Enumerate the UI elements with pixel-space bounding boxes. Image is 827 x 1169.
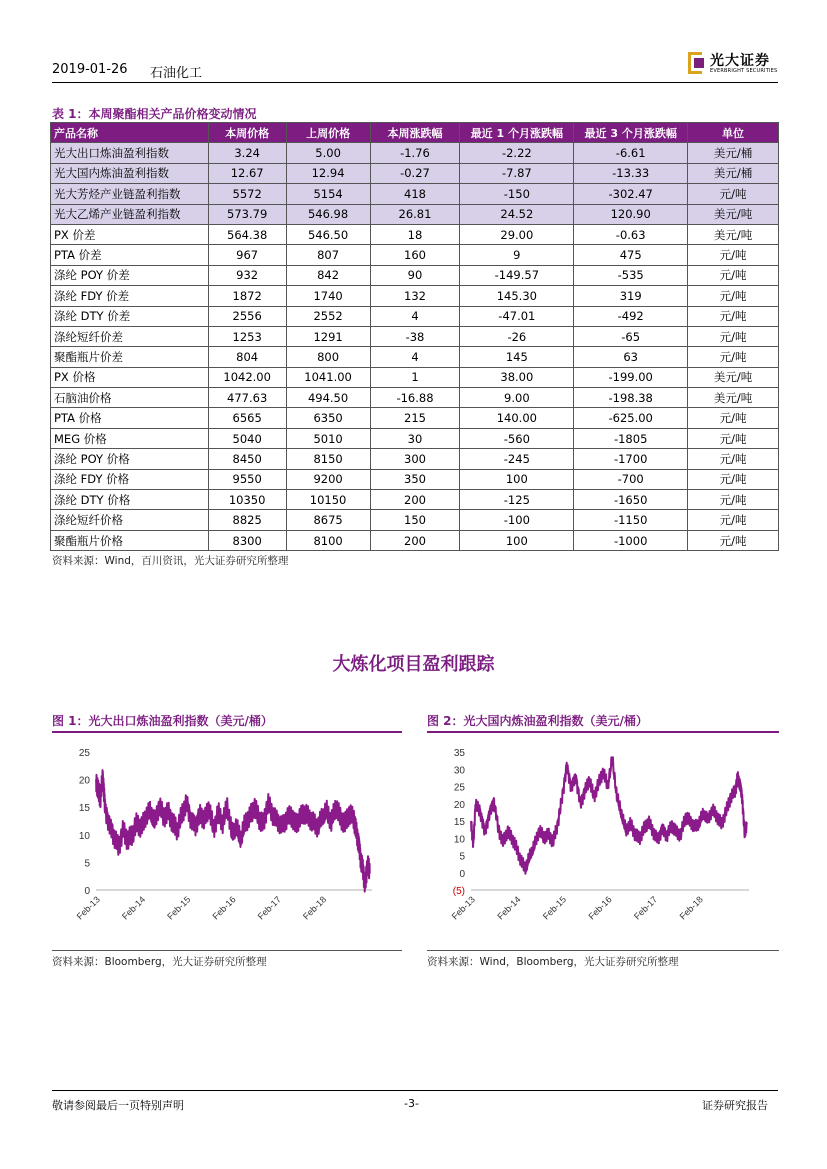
table-row (51, 286, 779, 306)
product-name-cell: 涤纶 DTY 价差 (51, 306, 209, 326)
table-row (51, 184, 779, 204)
table-cell: 967 (208, 245, 286, 265)
table-cell: -1700 (574, 449, 688, 469)
table-cell: 8675 (286, 510, 370, 530)
table-cell: -700 (574, 469, 688, 489)
x-tick-label: Feb-15 (165, 894, 193, 922)
y-tick-label: 15 (78, 803, 90, 815)
table-cell: 1253 (208, 326, 286, 346)
table-cell: 8300 (208, 530, 286, 550)
table-cell: -535 (574, 265, 688, 285)
table-cell: -100 (460, 510, 574, 530)
table-cell: 元/吨 (688, 245, 779, 265)
table-cell: 63 (574, 347, 688, 367)
table-cell: 元/吨 (688, 428, 779, 448)
table-cell: 美元/吨 (688, 367, 779, 387)
y-tick-label: 0 (459, 868, 465, 880)
table-cell: 140.00 (460, 408, 574, 428)
x-tick-label: Feb-17 (255, 894, 283, 922)
product-name-cell: PX 价格 (51, 367, 209, 387)
table-cell: 1042.00 (208, 367, 286, 387)
table-cell: 319 (574, 286, 688, 306)
table-row (51, 204, 779, 224)
table-cell: 100 (460, 469, 574, 489)
footer-divider (52, 1090, 778, 1091)
table-cell: 38.00 (460, 367, 574, 387)
table-cell: 9 (460, 245, 574, 265)
table-cell: -13.33 (574, 163, 688, 183)
y-tick-label: 20 (453, 799, 465, 811)
x-tick-label: Feb-16 (210, 894, 238, 922)
table-cell: 元/吨 (688, 286, 779, 306)
product-name-cell: 涤纶 POY 价格 (51, 449, 209, 469)
table-cell: 5572 (208, 184, 286, 204)
figure-2-bottom-rule (427, 950, 779, 951)
x-tick-label: Feb-18 (300, 894, 329, 922)
product-name-cell: 涤纶短纤价格 (51, 510, 209, 530)
table-cell: 9.00 (460, 388, 574, 408)
table-cell: 12.67 (208, 163, 286, 183)
table-cell: 5.00 (286, 143, 370, 163)
table-cell: 6350 (286, 408, 370, 428)
table-cell: 30 (370, 428, 460, 448)
table-cell: -38 (370, 326, 460, 346)
table-row (51, 428, 779, 448)
table-cell: 元/吨 (688, 326, 779, 346)
footer-disclaimer: 敬请参阅最后一页特别声明 (52, 1099, 184, 1112)
table-cell: 804 (208, 347, 286, 367)
table-cell: 564.38 (208, 224, 286, 244)
product-name-cell: 聚酯瓶片价格 (51, 530, 209, 550)
product-name-cell: 涤纶 DTY 价格 (51, 490, 209, 510)
table-cell: 10150 (286, 490, 370, 510)
table-row (51, 449, 779, 469)
table-cell: 800 (286, 347, 370, 367)
product-name-cell: PTA 价差 (51, 245, 209, 265)
product-name-cell: 涤纶 FDY 价差 (51, 286, 209, 306)
table-cell: -245 (460, 449, 574, 469)
table-cell: 元/吨 (688, 510, 779, 530)
table-cell: 8150 (286, 449, 370, 469)
table-cell: 24.52 (460, 204, 574, 224)
series-line (96, 770, 370, 892)
table-cell: -149.57 (460, 265, 574, 285)
product-name-cell: 涤纶短纤价差 (51, 326, 209, 346)
table-row (51, 510, 779, 530)
y-tick-label: 25 (453, 782, 465, 794)
figure-2-chart (427, 740, 779, 948)
table-row (51, 245, 779, 265)
table-cell: -65 (574, 326, 688, 346)
table-row (51, 326, 779, 346)
table-cell: 150 (370, 510, 460, 530)
table-cell: 132 (370, 286, 460, 306)
table-cell: 200 (370, 530, 460, 550)
report-date: 2019-01-26 (52, 62, 128, 77)
x-tick-label: Feb-14 (119, 894, 148, 922)
table-row (51, 490, 779, 510)
table-cell: 200 (370, 490, 460, 510)
table-cell: 1740 (286, 286, 370, 306)
figure-1-chart (52, 740, 402, 948)
table-row (51, 408, 779, 428)
report-sector: 石油化工 (150, 66, 203, 81)
figure-1-top-rule (52, 731, 402, 733)
table-cell: 美元/吨 (688, 224, 779, 244)
table-cell: 元/吨 (688, 184, 779, 204)
table-row (51, 469, 779, 489)
table-cell: 2552 (286, 306, 370, 326)
table-cell: -1805 (574, 428, 688, 448)
table-cell: 160 (370, 245, 460, 265)
table-cell: 26.81 (370, 204, 460, 224)
table-cell: 8825 (208, 510, 286, 530)
y-tick-label: 5 (84, 858, 90, 870)
table-row (51, 224, 779, 244)
table-cell: 475 (574, 245, 688, 265)
table-cell: 546.50 (286, 224, 370, 244)
table-cell: -625.00 (574, 408, 688, 428)
table-cell: -26 (460, 326, 574, 346)
table-cell: -6.61 (574, 143, 688, 163)
table-cell: 4 (370, 347, 460, 367)
table-cell: 美元/桶 (688, 143, 779, 163)
footer-report-type: 证券研究报告 (702, 1099, 768, 1112)
table-cell: -492 (574, 306, 688, 326)
table-row (51, 306, 779, 326)
table-cell: -16.88 (370, 388, 460, 408)
x-tick-label: Feb-15 (540, 894, 569, 922)
table-header-row (51, 123, 779, 143)
table-cell: 5040 (208, 428, 286, 448)
table-cell: 1291 (286, 326, 370, 346)
col-header-week-change: 本周涨跌幅 (370, 123, 460, 143)
table-cell: -47.01 (460, 306, 574, 326)
figure-2-source: 资料来源：Wind，Bloomberg，光大证券研究所整理 (427, 956, 679, 968)
product-name-cell: MEG 价格 (51, 428, 209, 448)
table-cell: 9200 (286, 469, 370, 489)
table-cell: -1150 (574, 510, 688, 530)
product-name-cell: 光大国内炼油盈利指数 (51, 163, 209, 183)
x-tick-label: Feb-14 (495, 894, 523, 922)
table-cell: 5010 (286, 428, 370, 448)
table-cell: -0.27 (370, 163, 460, 183)
company-logo (688, 50, 780, 78)
table-cell: 元/吨 (688, 490, 779, 510)
y-tick-label: 10 (78, 830, 90, 842)
table-cell: 494.50 (286, 388, 370, 408)
table-cell: -302.47 (574, 184, 688, 204)
table-cell: 8450 (208, 449, 286, 469)
table-cell: 1 (370, 367, 460, 387)
product-name-cell: 光大乙烯产业链盈利指数 (51, 204, 209, 224)
table-cell: 120.90 (574, 204, 688, 224)
table-cell: -1000 (574, 530, 688, 550)
table-cell: 573.79 (208, 204, 286, 224)
y-tick-label: 30 (453, 765, 465, 777)
col-header-this-week: 本周价格 (208, 123, 286, 143)
product-name-cell: PTA 价格 (51, 408, 209, 428)
table-cell: 1872 (208, 286, 286, 306)
table-cell: -7.87 (460, 163, 574, 183)
table-cell: 元/吨 (688, 449, 779, 469)
y-tick-label: 15 (453, 817, 465, 828)
table-row (51, 530, 779, 550)
x-tick-label: Feb-13 (449, 894, 477, 922)
figure-1-title: 图 1：光大出口炼油盈利指数（美元/桶） (52, 714, 273, 728)
logo-mark-square-icon (694, 58, 704, 68)
product-name-cell: 光大出口炼油盈利指数 (51, 143, 209, 163)
y-tick-label: 5 (459, 851, 465, 863)
figure-2-title: 图 2：光大国内炼油盈利指数（美元/桶） (427, 714, 648, 728)
col-header-1m-change: 最近 1 个月涨跌幅 (460, 123, 574, 143)
y-tick-label: 25 (78, 748, 90, 759)
y-tick-label: 20 (78, 775, 90, 787)
table-cell: 807 (286, 245, 370, 265)
table-cell: 477.63 (208, 388, 286, 408)
figure-1-bottom-rule (52, 950, 402, 951)
y-tick-label: 10 (453, 834, 465, 846)
table-title: 表 1：本周聚酯相关产品价格变动情况 (52, 107, 257, 121)
table-cell: -2.22 (460, 143, 574, 163)
product-name-cell: 涤纶 FDY 价格 (51, 469, 209, 489)
table-cell: -125 (460, 490, 574, 510)
section-title: 大炼化项目盈利跟踪 (332, 654, 495, 675)
table-cell: 18 (370, 224, 460, 244)
table-cell: 美元/桶 (688, 163, 779, 183)
price-change-table (50, 122, 779, 551)
table-cell: 12.94 (286, 163, 370, 183)
table-cell: 215 (370, 408, 460, 428)
table-cell: 美元/吨 (688, 388, 779, 408)
table-cell: 90 (370, 265, 460, 285)
table-cell: -1.76 (370, 143, 460, 163)
col-header-3m-change: 最近 3 个月涨跌幅 (574, 123, 688, 143)
table-cell: 100 (460, 530, 574, 550)
table-cell: 546.98 (286, 204, 370, 224)
table-cell: 元/吨 (688, 347, 779, 367)
table-cell: -199.00 (574, 367, 688, 387)
figure-2-top-rule (427, 731, 779, 733)
table-row (51, 163, 779, 183)
table-row (51, 347, 779, 367)
table-cell: 145 (460, 347, 574, 367)
table-cell: 145.30 (460, 286, 574, 306)
product-name-cell: PX 价差 (51, 224, 209, 244)
product-name-cell: 光大芳烃产业链盈利指数 (51, 184, 209, 204)
table-cell: -0.63 (574, 224, 688, 244)
table-cell: 元/吨 (688, 306, 779, 326)
table-cell: 10350 (208, 490, 286, 510)
table-cell: 842 (286, 265, 370, 285)
table-cell: 932 (208, 265, 286, 285)
table-cell: 9550 (208, 469, 286, 489)
table-cell: 4 (370, 306, 460, 326)
logo-cn-text: 光大证券 (710, 53, 770, 69)
table-cell: 元/吨 (688, 265, 779, 285)
table-cell: 3.24 (208, 143, 286, 163)
table-cell: -150 (460, 184, 574, 204)
header-divider (52, 82, 778, 83)
table-cell: 418 (370, 184, 460, 204)
col-header-product: 产品名称 (51, 123, 209, 143)
table-row (51, 265, 779, 285)
table-cell: 元/吨 (688, 469, 779, 489)
table-cell: 29.00 (460, 224, 574, 244)
table-cell: 8100 (286, 530, 370, 550)
y-tick-label: 35 (453, 748, 465, 759)
product-name-cell: 聚酯瓶片价差 (51, 347, 209, 367)
table-source: 资料来源：Wind，百川资讯，光大证券研究所整理 (52, 555, 289, 567)
table-row (51, 388, 779, 408)
table-row (51, 143, 779, 163)
table-cell: 元/吨 (688, 408, 779, 428)
x-tick-label: Feb-18 (677, 894, 705, 922)
col-header-unit: 单位 (688, 123, 779, 143)
product-name-cell: 石脑油价格 (51, 388, 209, 408)
x-tick-label: Feb-17 (632, 894, 660, 922)
x-tick-label: Feb-13 (74, 894, 102, 922)
page-number: -3- (404, 1097, 419, 1110)
table-cell: 350 (370, 469, 460, 489)
figure-1-source: 资料来源：Bloomberg，光大证券研究所整理 (52, 956, 267, 968)
table-row (51, 367, 779, 387)
col-header-last-week: 上周价格 (286, 123, 370, 143)
table-cell: 元/吨 (688, 530, 779, 550)
table-cell: 6565 (208, 408, 286, 428)
table-cell: -1650 (574, 490, 688, 510)
logo-en-text: EVERBRIGHT SECURITIES (710, 68, 778, 74)
product-name-cell: 涤纶 POY 价差 (51, 265, 209, 285)
table-cell: 5154 (286, 184, 370, 204)
table-cell: -560 (460, 428, 574, 448)
y-tick-label: 0 (84, 886, 90, 897)
y-tick-label: (5) (452, 886, 465, 897)
table-cell: 2556 (208, 306, 286, 326)
x-tick-label: Feb-16 (586, 894, 614, 922)
table-cell: 300 (370, 449, 460, 469)
table-cell: 1041.00 (286, 367, 370, 387)
table-cell: -198.38 (574, 388, 688, 408)
series-line (471, 757, 747, 874)
table-cell: 美元/吨 (688, 204, 779, 224)
